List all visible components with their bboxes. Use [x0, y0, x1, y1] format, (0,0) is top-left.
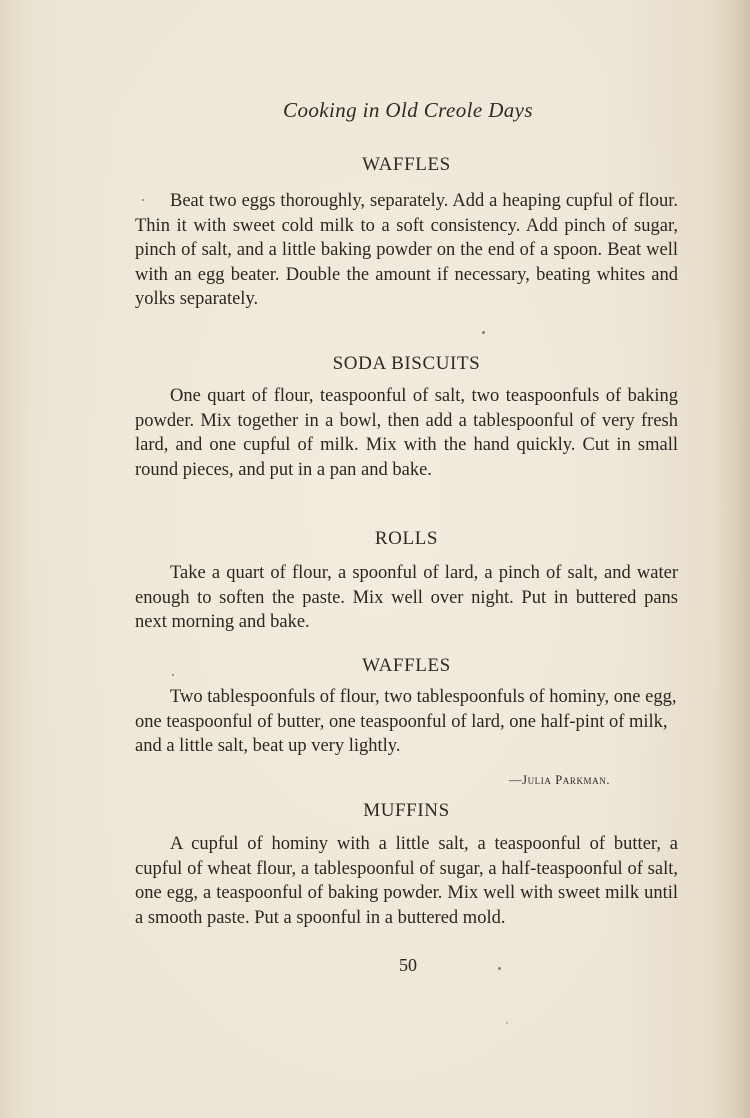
attribution-name: Julia Parkman. — [522, 773, 611, 787]
paper-speck — [142, 199, 144, 201]
recipe-title-waffles-2: WAFFLES — [362, 655, 451, 676]
recipe-title-muffins: MUFFINS — [363, 800, 450, 821]
recipe-body-muffins: A cupful of hominy with a little salt, a teaspoonful of butter, a cupful of wheat flour, a tablespoonful of sugar, a half-teaspoonful of salt, one egg, a teaspoonful of baking powder. Mix well with sweet milk until a smooth paste. Put a spoonful in a buttered mold. — [135, 834, 678, 928]
paper-speck — [482, 331, 485, 334]
attribution-dash: — — [509, 773, 523, 787]
recipe-title-waffles: WAFFLES — [362, 154, 451, 175]
recipe-title-soda-biscuits: SODA BISCUITS — [332, 353, 481, 374]
recipe-body-waffles: Beat two eggs thoroughly, separately. Add a heaping cupful of flour. Thin it with sweet cold milk to a soft consistency. Add pinch of sugar, pinch of salt, and a little baking powder on the end of a spoon. Beat well with an egg beater. Double the amount if necessary, beating whites and yolks separately. — [135, 191, 678, 310]
recipe-body-waffles-2: Two tablespoonfuls of flour, two tablespoonfuls of hominy, one egg, one teaspoonful of butter, one teaspoonful of lard, one half-pint of milk, and a little salt, beat up very lightly. — [135, 687, 677, 757]
recipe-attribution — [509, 773, 610, 788]
paper-speck — [498, 967, 501, 970]
paper-speck — [172, 674, 174, 676]
recipe-title-rolls: ROLLS — [374, 528, 439, 549]
running-header: Cooking in Old Creole Days — [283, 98, 533, 122]
recipe-body-rolls: Take a quart of flour, a spoonful of lard, a pinch of salt, and water enough to soften the paste. Mix well over night. Put in buttered pans next morning and bake. — [135, 563, 678, 633]
paper-speck — [506, 1022, 508, 1024]
recipe-body-soda-biscuits: One quart of flour, teaspoonful of salt, two teaspoonfuls of baking powder. Mix together in a bowl, then add a tablespoonful of very fresh lard, and one cupful of milk. Mix with the hand quickly. Cut in small round pieces, and put in a pan and bake. — [135, 386, 678, 480]
page-number: 50 — [399, 955, 417, 975]
